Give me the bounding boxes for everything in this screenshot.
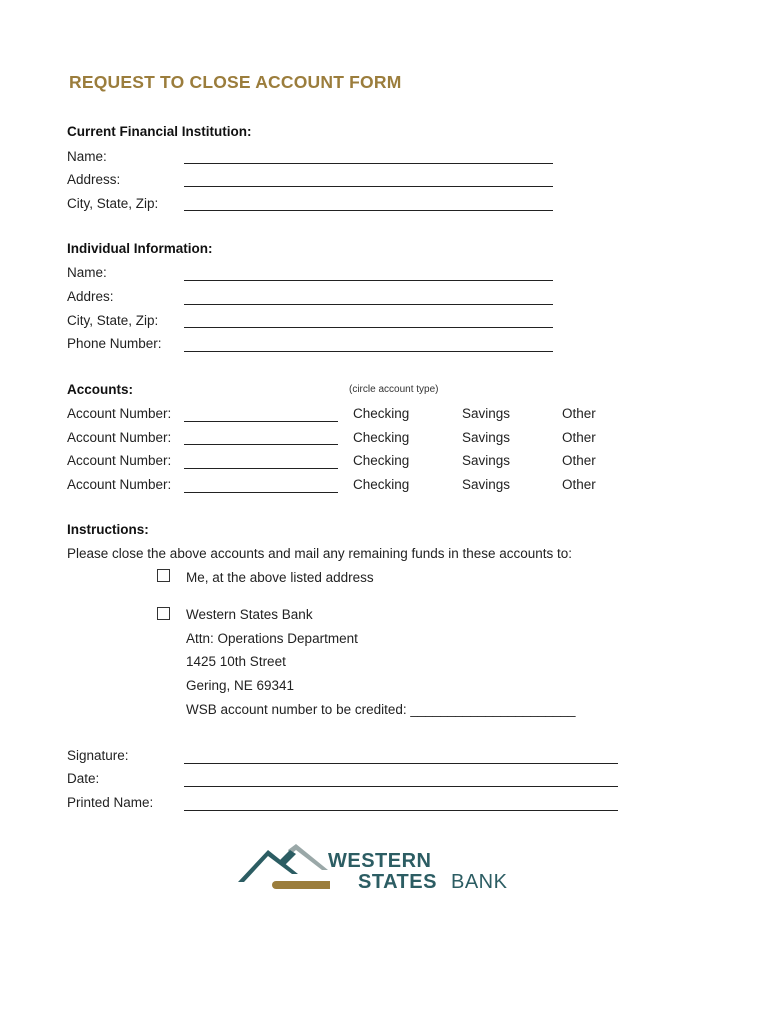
- other-option[interactable]: Other: [562, 453, 596, 468]
- printed-name-label: Printed Name:: [67, 795, 154, 810]
- current-institution-heading: Current Financial Institution:: [67, 124, 252, 139]
- instructions-heading: Instructions:: [67, 522, 149, 537]
- account-number-line[interactable]: [184, 492, 338, 493]
- savings-option[interactable]: Savings: [462, 453, 511, 468]
- institution-city-line[interactable]: [184, 210, 553, 211]
- account-number-label: Account Number:: [67, 406, 172, 421]
- other-option[interactable]: Other: [562, 477, 596, 492]
- bank-street-line: 1425 10th Street: [186, 654, 286, 669]
- individual-name-line[interactable]: [184, 280, 553, 281]
- account-number-label: Account Number:: [67, 453, 172, 468]
- logo-bank-text: BANK: [451, 871, 508, 893]
- individual-phone-label: Phone Number:: [67, 336, 162, 351]
- account-number-label: Account Number:: [67, 477, 172, 492]
- date-label: Date:: [67, 771, 100, 786]
- individual-phone-line[interactable]: [184, 351, 553, 352]
- savings-option[interactable]: Savings: [462, 477, 511, 492]
- checking-option[interactable]: Checking: [353, 453, 410, 468]
- signature-line[interactable]: [184, 763, 618, 764]
- bank-name-line: Western States Bank: [186, 607, 313, 622]
- bank-city-line: Gering, NE 69341: [186, 678, 295, 693]
- wsb-account-credit-line[interactable]: WSB account number to be credited: ______________________: [186, 702, 576, 717]
- account-number-line[interactable]: [184, 444, 338, 445]
- bank-attn-line: Attn: Operations Department: [186, 631, 358, 646]
- western-states-bank-logo: [238, 844, 528, 896]
- signature-label: Signature:: [67, 748, 129, 763]
- institution-name-line[interactable]: [184, 163, 553, 164]
- accounts-heading: Accounts:: [67, 382, 134, 397]
- printed-name-line[interactable]: [184, 810, 618, 811]
- checking-option[interactable]: Checking: [353, 406, 410, 421]
- other-option[interactable]: Other: [562, 430, 596, 445]
- individual-name-label: Name:: [67, 265, 107, 280]
- institution-city-label: City, State, Zip:: [67, 196, 159, 211]
- savings-option[interactable]: Savings: [462, 406, 511, 421]
- institution-address-label: Address:: [67, 172, 121, 187]
- circle-account-type-hint: (circle account type): [349, 384, 439, 395]
- savings-option[interactable]: Savings: [462, 430, 511, 445]
- individual-address-line[interactable]: [184, 304, 553, 305]
- checking-option[interactable]: Checking: [353, 477, 410, 492]
- account-number-label: Account Number:: [67, 430, 172, 445]
- other-option[interactable]: Other: [562, 406, 596, 421]
- individual-city-label: City, State, Zip:: [67, 313, 159, 328]
- account-number-line[interactable]: [184, 421, 338, 422]
- mountain-logo-icon: [238, 844, 330, 894]
- date-line[interactable]: [184, 786, 618, 787]
- mail-to-me-checkbox[interactable]: [157, 569, 170, 582]
- logo-western-text: WESTERN: [328, 850, 432, 872]
- form-title: REQUEST TO CLOSE ACCOUNT FORM: [69, 72, 402, 92]
- mail-to-bank-checkbox[interactable]: [157, 607, 170, 620]
- institution-address-line[interactable]: [184, 186, 553, 187]
- checking-option[interactable]: Checking: [353, 430, 410, 445]
- individual-city-line[interactable]: [184, 327, 553, 328]
- account-number-line[interactable]: [184, 468, 338, 469]
- individual-heading: Individual Information:: [67, 241, 213, 256]
- individual-address-label: Addres:: [67, 289, 114, 304]
- logo-states-text: STATES: [358, 871, 437, 893]
- mail-to-me-label: Me, at the above listed address: [186, 570, 374, 585]
- institution-name-label: Name:: [67, 149, 107, 164]
- instructions-text: Please close the above accounts and mail any remaining funds in these accounts to:: [67, 546, 573, 561]
